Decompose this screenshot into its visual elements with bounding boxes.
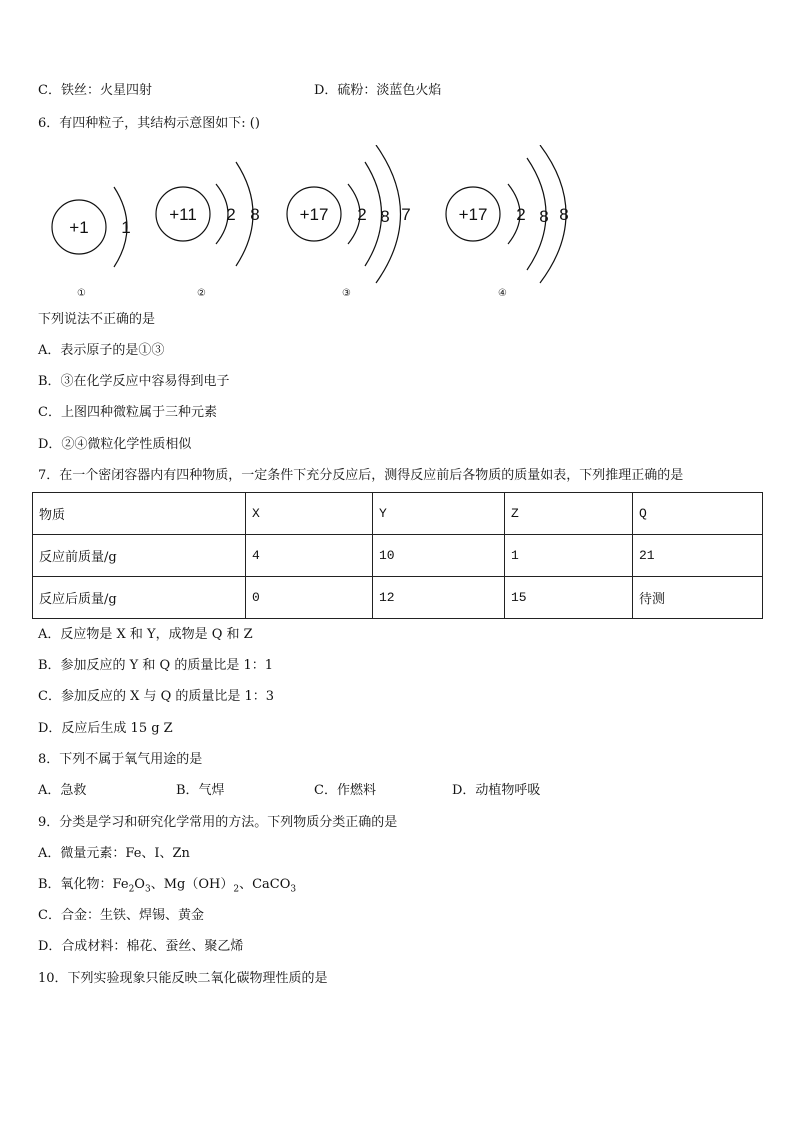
q8-stem: 8．下列不属于氧气用途的是 [38,752,203,767]
q6-prompt: 下列说法不正确的是 [38,312,156,327]
atom3-label: ③ [342,288,351,299]
table-cell: 1 [505,535,633,577]
q6-option-c: C．上图四种微粒属于三种元素 [38,405,217,420]
table-cell: 10 [373,535,505,577]
table-header-row [33,493,763,535]
q8-option-b: B．气焊 [176,783,225,798]
q5-option-c: C．铁丝：火星四射 [38,83,152,98]
table-header-cell: X [246,493,373,535]
q6-stem: 6．有四种粒子，其结构示意图如下: () [38,116,260,131]
q9-option-b-text: 、Mg（OH） [150,877,234,892]
table-header-cell: Z [505,493,633,535]
atom2-shell-1-count: 2 [226,205,236,224]
table-header-cell: Q [633,493,763,535]
subscript: 2 [233,884,240,895]
table-cell: 反应后质量/g [33,577,246,619]
subscript: 3 [290,884,297,895]
atom3-shell-2-count: 8 [380,207,390,226]
q5-option-d: D．硫粉：淡蓝色火焰 [314,83,442,98]
atom3-nucleus-charge: +17 [299,205,329,224]
table-cell: 12 [373,577,505,619]
table-row [33,535,763,577]
table-cell: 反应前质量/g [33,535,246,577]
atomic-structure-diagrams [0,145,794,295]
table-cell: 待测 [633,577,763,619]
q9-option-b [38,877,296,898]
table-cell: 4 [246,535,373,577]
table-header-cell: 物质 [33,493,246,535]
subscript: 2 [128,884,135,895]
q8-option-c: C．作燃料 [314,783,376,798]
atom1-label: ① [77,288,86,299]
table-header-cell: Y [373,493,505,535]
atom1-nucleus-charge: +1 [69,218,89,237]
atom4-shell-3-count: 8 [559,205,569,224]
atom2-shell-2-count: 8 [250,205,260,224]
atom2-nucleus-charge: +11 [169,205,197,224]
q6-option-b: B．③在化学反应中容易得到电子 [38,374,230,389]
q9-option-a: A．微量元素：Fe、I、Zn [38,846,190,861]
table-cell: 0 [246,577,373,619]
q9-option-d: D．合成材料：棉花、蚕丝、聚乙烯 [38,939,244,954]
q9-option-b-text: B．氧化物：Fe [38,877,129,892]
atom3-shell-3-count: 7 [401,205,411,224]
q9-stem: 9．分类是学习和研究化学常用的方法。下列物质分类正确的是 [38,815,398,830]
q7-option-d: D．反应后生成 15 g Z [38,721,173,736]
q7-option-c: C．参加反应的 X 与 Q 的质量比是 1：3 [38,689,275,704]
q8-option-a: A．急救 [38,783,87,798]
atom4-label: ④ [498,288,507,299]
q7-stem: 7．在一个密闭容器内有四种物质，一定条件下充分反应后，测得反应前后各物质的质量如表，下列推理正确的是 [38,468,684,483]
table-row [33,577,763,619]
table-cell: 21 [633,535,763,577]
q6-option-a: A．表示原子的是①③ [38,343,165,358]
atom1-shell-1-count: 1 [121,218,131,237]
atom2-label: ② [197,288,206,299]
atom4-shell-2-count: 8 [539,207,549,226]
q9-option-c: C．合金：生铁、焊锡、黄金 [38,908,204,923]
q10-stem: 10．下列实验现象只能反映二氧化碳物理性质的是 [38,971,328,986]
subscript: 3 [144,884,151,895]
q9-option-b-text: O [134,877,145,892]
atom4-nucleus-charge: +17 [458,205,488,224]
q6-option-d: D．②④微粒化学性质相似 [38,437,192,452]
q7-option-a: A．反应物是 X 和 Y，成物是 Q 和 Z [38,627,253,642]
q8-option-d: D．动植物呼吸 [452,783,541,798]
q7-option-b: B．参加反应的 Y 和 Q 的质量比是 1：1 [38,658,273,673]
atom3-shell-1-count: 2 [357,205,367,224]
q9-option-b-text: 、CaCO [239,877,291,892]
atom3-shell-2 [365,162,382,266]
atom4-shell-1-count: 2 [516,205,526,224]
mass-table [32,492,763,619]
table-cell: 15 [505,577,633,619]
